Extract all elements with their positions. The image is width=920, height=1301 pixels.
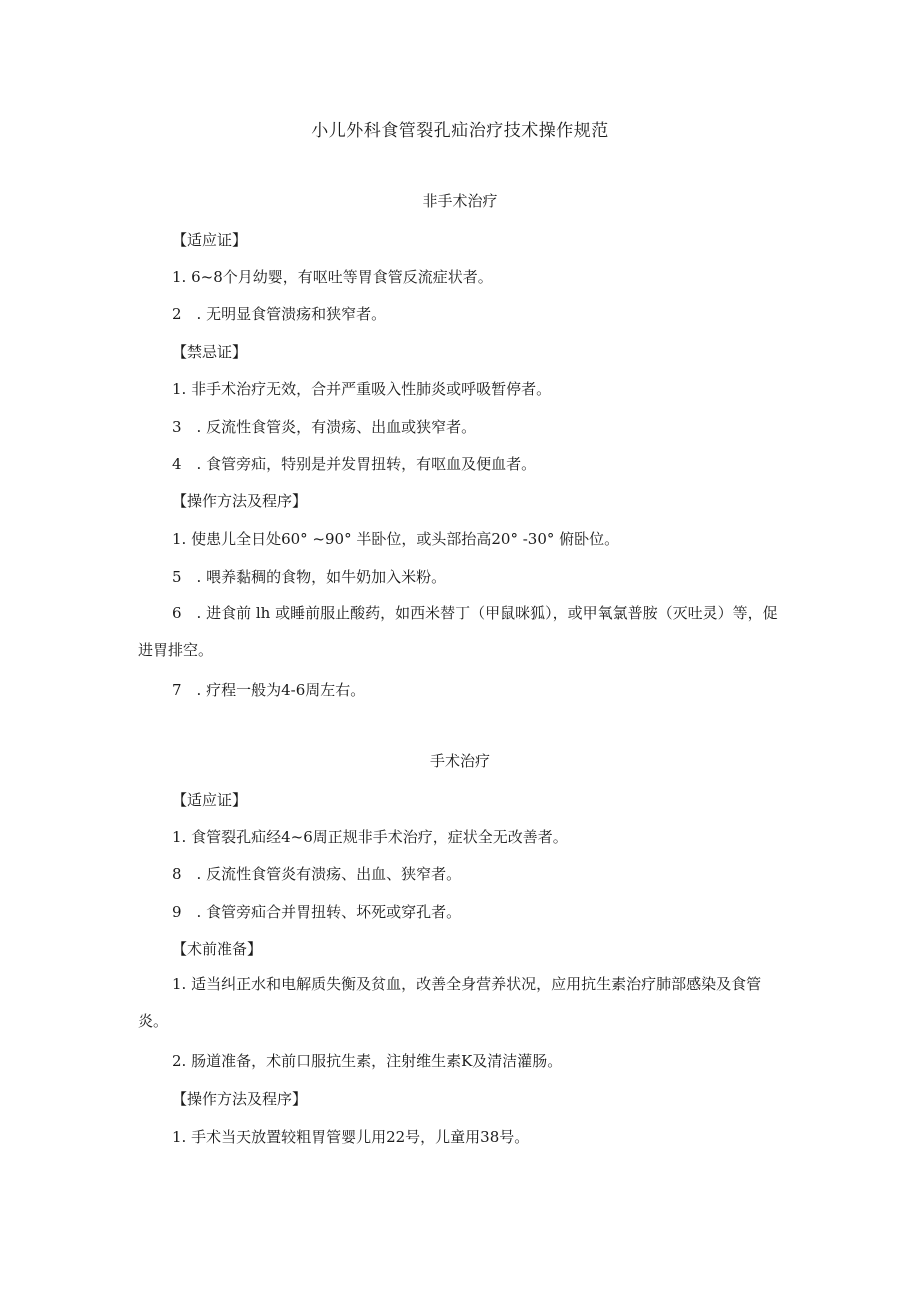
paragraph: 3 . 反流性食管炎，有溃疡、出血或狭窄者。 <box>172 418 477 436</box>
heading-preop: 【术前准备】 <box>172 940 263 958</box>
paragraph: 2. 肠道准备，术前口服抗生素，注射维生素K及清洁灌肠。 <box>172 1052 563 1070</box>
paragraph: 6 . 进食前 lh 或睡前服止酸药，如西米替丁（甲鼠咪狐），或甲氧氯普胺（灭吐灵）等，促进胃排空。 <box>138 604 778 659</box>
heading-procedure: 【操作方法及程序】 <box>172 492 308 510</box>
paragraph: 1. 使患儿全日处60° ~90° 半卧位，或头部抬高20° -30° 俯卧位。 <box>172 530 620 548</box>
paragraph: 9 . 食管旁疝合并胃扭转、坏死或穿孔者。 <box>172 903 462 921</box>
paragraph: 1. 食管裂孔疝经4~6周正规非手术治疗，症状全无改善者。 <box>172 828 568 846</box>
paragraph: 4 . 食管旁疝，特别是并发胃扭转，有呕血及便血者。 <box>172 455 537 473</box>
paragraph: 5 . 喂养黏稠的食物，如牛奶加入米粉。 <box>172 568 447 586</box>
section-title-nonsurgical: 非手术治疗 <box>422 192 498 210</box>
paragraph: 1. 6~8个月幼婴，有呕吐等胃食管反流症状者。 <box>172 268 493 286</box>
heading-contraindications: 【禁忌证】 <box>172 343 248 361</box>
paragraph: 1. 手术当天放置较粗胃管婴儿用22号，儿童用38号。 <box>172 1128 530 1146</box>
heading-procedure: 【操作方法及程序】 <box>172 1090 308 1108</box>
paragraph: 2 . 无明显食管溃疡和狭窄者。 <box>172 305 387 323</box>
paragraph: 1. 适当纠正水和电解质失衡及贫血，改善全身营养状况，应用抗生素治疗肺部感染及食管炎。 <box>138 975 762 1030</box>
heading-indications: 【适应证】 <box>172 231 248 249</box>
heading-indications: 【适应证】 <box>172 791 248 809</box>
document-title: 小儿外科食管裂孔疝治疗技术操作规范 <box>311 121 609 141</box>
paragraph: 7 . 疗程一般为4-6周左右。 <box>172 681 366 699</box>
paragraph: 8 . 反流性食管炎有溃疡、出血、狭窄者。 <box>172 865 462 883</box>
paragraph: 1. 非手术治疗无效，合并严重吸入性肺炎或呼吸暂停者。 <box>172 380 552 398</box>
section-title-surgical: 手术治疗 <box>429 752 490 770</box>
